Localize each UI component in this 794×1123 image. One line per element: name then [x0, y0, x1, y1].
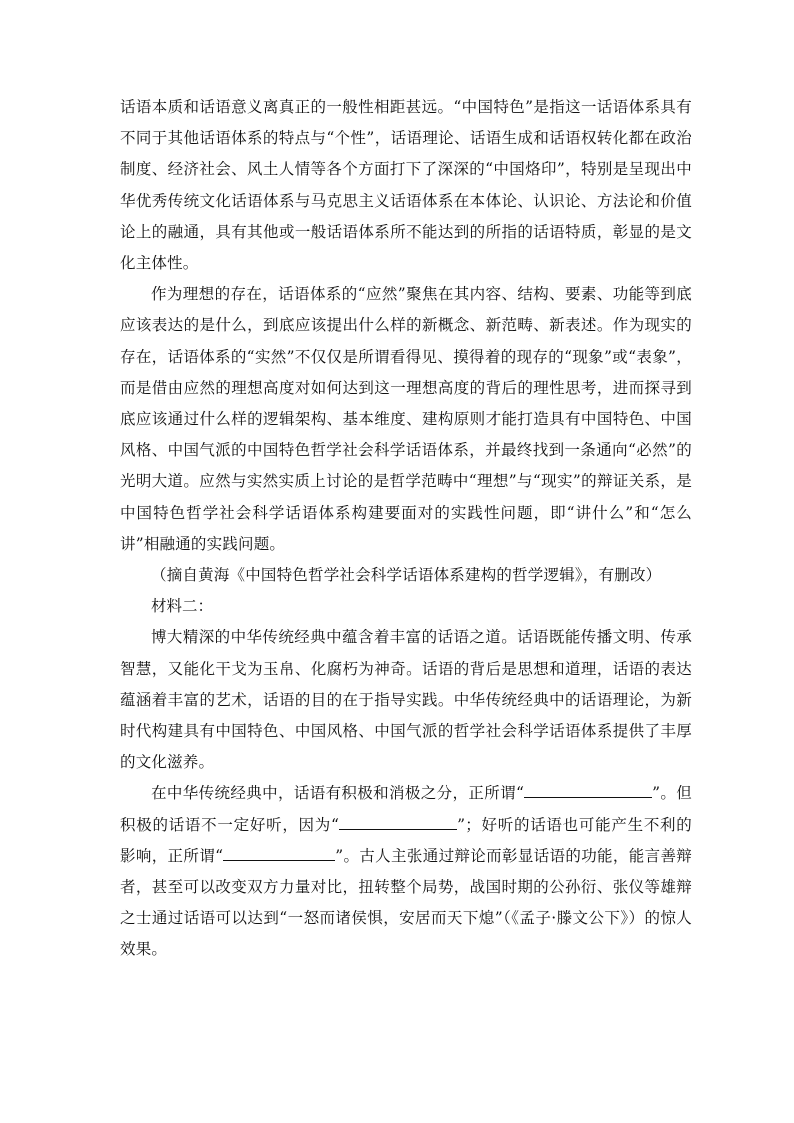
document-page — [120, 92, 692, 966]
fill-text-segment-1: 在中华传统经典中，话语有积极和消极之分，正所谓“ — [151, 784, 525, 803]
fill-text-segment-4: ”。古人主张通过辩论而彰显话语的功能，能言善辩者，甚至可以改变双方力量对比，扭转整个局势，战国时期的公孙衍、张仪等雄辩之士通过话语可以达到“一怒而诸侯惧，安居而天下熄”（《孟子·滕文公下》）的惊人效果。 — [120, 846, 692, 959]
fill-text-segment-3: ”；好听的话语也可能产生不利的影响，正所谓“ — [120, 815, 692, 865]
blank-line-2 — [339, 814, 457, 830]
paragraph-chinese-characteristics: 话语本质和话语意义离真正的一般性相距甚远。“中国特色”是指这一话语体系具有不同于其他话语体系的特点与“个性”，话语理论、话语生成和话语权转化都在政治制度、经济社会、风土人情等各个方面打下了深深的“中国烙印”，特别是呈现出中华优秀传统文化话语体系与马克思主义话语体系在本体论、认识论、方法论和价值论上的融通，具有其他或一般话语体系所不能达到的所指的话语特质，彰显的是文化主体性。 — [120, 98, 692, 273]
material-two-label: 材料二： — [151, 597, 214, 616]
blank-line-3 — [223, 845, 335, 861]
paragraph-classical-discourse: 博大精深的中华传统经典中蕴含着丰富的话语之道。话语既能传播文明、传承智慧，又能化干戈为玉帛、化腐朽为神奇。话语的背后是思想和道理，话语的表达蕴涵着丰富的艺术，话语的目的在于指导实践。中华传统经典中的话语理论，为新时代构建具有中国特色、中国风格、中国气派的哲学社会科学话语体系提供了丰厚的文化滋养。 — [120, 628, 692, 772]
blank-line-1 — [524, 782, 652, 798]
source-citation: （摘自黄海《中国特色哲学社会科学话语体系建构的哲学逻辑》，有删改） — [151, 566, 662, 585]
paragraph-fill-in-blanks — [120, 778, 692, 965]
paragraph-ideal-and-reality: 作为理想的存在，话语体系的“应然”聚焦在其内容、结构、要素、功能等到底应该表达的是什么，到底应该提出什么样的新概念、新范畴、新表述。作为现实的存在，话语体系的“实然”不仅仅是所谓看得见、摸得着的现存的“现象”或“表象”，而是借由应然的理想高度对如何达到这一理想高度的背后的理性思考，进而探寻到底应该通过什么样的逻辑架构、基本维度、建构原则才能打造具有中国特色、中国风格、中国气派的中国特色哲学社会科学话语体系，并最终找到一条通向“必然”的光明大道。应然与实然实质上讨论的是哲学范畴中“理想”与“现实”的辩证关系，是中国特色哲学社会科学话语体系构建要面对的实践性问题，即“讲什么”和“怎么讲”相融通的实践问题。 — [120, 285, 692, 553]
fill-text-segment-2: ”。但积极的话语不一定好听，因为“ — [120, 784, 692, 834]
